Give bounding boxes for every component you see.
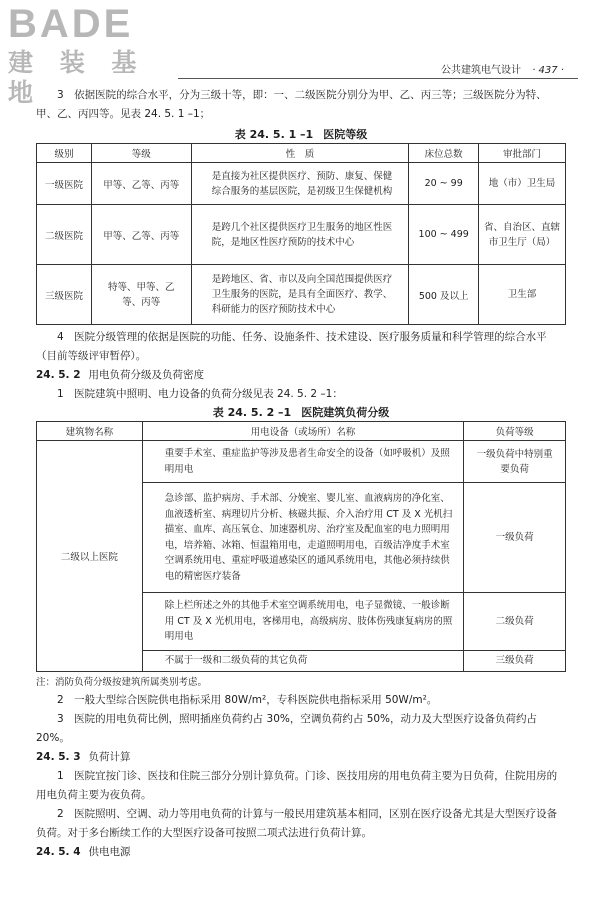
header-beds: 床位总数 <box>409 144 479 163</box>
section-heading <box>36 843 566 862</box>
header-nature: 性 质 <box>191 144 409 163</box>
cell-nature: 是跨几个社区提供医疗卫生服务的地区性医院，是地区性医疗预防的技术中心 <box>191 205 409 265</box>
section-title: 用电负荷分级及负荷密度 <box>88 369 205 381</box>
table-row <box>37 163 566 205</box>
table2-caption-title: 医院建筑负荷分级 <box>301 406 390 419</box>
section-number: 24. 5. 3 <box>36 750 81 763</box>
watermark-logo <box>8 2 178 107</box>
paragraph-hospital-levels: 3 依据医院的综合水平，分为三级十等，即：一、二级医院分别分为甲、乙、丙三等；三级医院分为特、甲、乙、丙四等。见表 24. 5. 1 –1； <box>36 89 547 120</box>
cell-level: 一级医院 <box>37 163 92 205</box>
cell-level: 二级医院 <box>37 205 92 265</box>
cell-equipment: 重要手术室、重症监护等涉及患者生命安全的设备（如呼吸机）及照明用电 <box>142 441 463 483</box>
cell-equipment: 急诊部、监护病房、手术部、分娩室、婴儿室、血液病房的净化室、血液透析室、病理切片分析、核磁共振、介入治疗用 CT 及 X 光机扫描室、血库、高压氧仓、加速器机房、治疗室及配血室的电力照明用电，培养箱、冰箱、恒温箱用电，走道照明用电，百级洁净度手术室空调系统用电、重症呼吸道感染区的通风系统用电，其他必须持续供电的精密医疗装备 <box>142 483 463 593</box>
logo-brand: BADE <box>8 2 134 46</box>
logo-subtitle: 建 装 基 地 <box>8 48 146 107</box>
cell-level: 三级医院 <box>37 265 92 325</box>
cell-load-level: 二级负荷 <box>464 593 566 651</box>
table1-caption <box>36 126 566 143</box>
page-number: · 437 · <box>532 65 564 76</box>
paragraph-grading-basis: 4 医院分级管理的依据是医院的功能、任务、设施条件、技术建设、医疗服务质量和科学管理的综合水平（目前等级评审暂停）。 <box>36 331 547 362</box>
paragraph-load-calc-2: 2 医院照明、空调、动力等用电负荷的计算与一般民用建筑基本相同，区别在医疗设备尤其是大型医疗设备负荷。对于多台断续工作的大型医疗设备可按照二项式法进行负荷计算。 <box>36 807 558 839</box>
section-heading <box>36 748 566 767</box>
cell-load-level: 三级负荷 <box>464 651 566 672</box>
paragraph-power-index: 2 一般大型综合医院供电指标采用 80W/m²，专科医院供电指标采用 50W/m²。 <box>57 693 438 706</box>
header-equipment: 用电设备（或场所）名称 <box>142 422 463 441</box>
table-row <box>37 205 566 265</box>
cell-grade: 甲等、乙等、丙等 <box>91 205 191 265</box>
cell-grade: 特等、甲等、乙等、丙等 <box>91 265 191 325</box>
load-grading-table <box>36 421 566 672</box>
section-number: 24. 5. 4 <box>36 845 81 858</box>
paragraph-load-calc-1: 1 医院宜按门诊、医技和住院三部分分别计算负荷。门诊、医技用房的用电负荷主要为日负荷，住院用房的用电负荷主要为夜负荷。 <box>36 769 558 801</box>
cell-approval: 省、自治区、直辖市卫生厅（局） <box>479 205 566 265</box>
cell-approval: 地（市）卫生局 <box>479 163 566 205</box>
cell-grade: 甲等、乙等、丙等 <box>91 163 191 205</box>
running-head <box>441 61 564 76</box>
table2-caption-number: 表 24. 5. 2 –1 <box>212 406 292 419</box>
header-grade: 等级 <box>91 144 191 163</box>
table2-note: 注：消防负荷分级按建筑所属类别考虑。 <box>36 676 208 688</box>
section-heading <box>36 366 566 385</box>
cell-equipment: 不属于一级和二级负荷的其它负荷 <box>142 651 463 672</box>
cell-equipment: 除上栏所述之外的其他手术室空调系统用电，电子显微镜、一般诊断用 CT 及 X 光机用电，客梯用电，高级病房、肢体伤残康复病房的照明用电 <box>142 593 463 651</box>
cell-approval: 卫生部 <box>479 265 566 325</box>
cell-beds: 500 及以上 <box>409 265 479 325</box>
cell-building: 二级以上医院 <box>37 441 143 672</box>
header-load-level: 负荷等级 <box>464 422 566 441</box>
table2-caption <box>36 404 566 421</box>
header-building: 建筑物名称 <box>37 422 143 441</box>
book-title: 公共建筑电气设计 <box>441 65 521 76</box>
hospital-level-table <box>36 143 566 325</box>
table-header-row <box>37 144 566 163</box>
cell-beds: 100 ~ 499 <box>409 205 479 265</box>
cell-nature: 是跨地区、省、市以及向全国范围提供医疗卫生服务的医院，是具有全面医疗、教学、科研能力的医疗预防技术中心 <box>191 265 409 325</box>
table-row <box>37 265 566 325</box>
section-title: 负荷计算 <box>88 750 131 763</box>
cell-load-level: 一级负荷 <box>464 483 566 593</box>
paragraph-load-grading: 1 医院建筑中照明、电力设备的负荷分级见表 24. 5. 2 –1： <box>57 388 343 400</box>
cell-nature: 是直接为社区提供医疗、预防、康复、保健综合服务的基层医院，是初级卫生保健机构 <box>191 163 409 205</box>
section-title: 供电电源 <box>88 845 131 858</box>
header-rule <box>178 78 578 79</box>
page-body <box>36 86 566 862</box>
cell-load-level: 一级负荷中特别重要负荷 <box>464 441 566 483</box>
table-header-row <box>37 422 566 441</box>
header-level: 级别 <box>37 144 92 163</box>
table1-caption-title: 医院等级 <box>323 128 368 141</box>
cell-beds: 20 ~ 99 <box>409 163 479 205</box>
table1-caption-number: 表 24. 5. 1 –1 <box>234 128 314 141</box>
header-approval: 审批部门 <box>479 144 566 163</box>
paragraph-load-ratio: 3 医院的用电负荷比例，照明插座负荷约占 30%，空调负荷约占 50%，动力及大型医疗设备负荷约占 20%。 <box>36 712 538 744</box>
table-row <box>37 441 566 483</box>
section-number: 24. 5. 2 <box>36 369 81 381</box>
